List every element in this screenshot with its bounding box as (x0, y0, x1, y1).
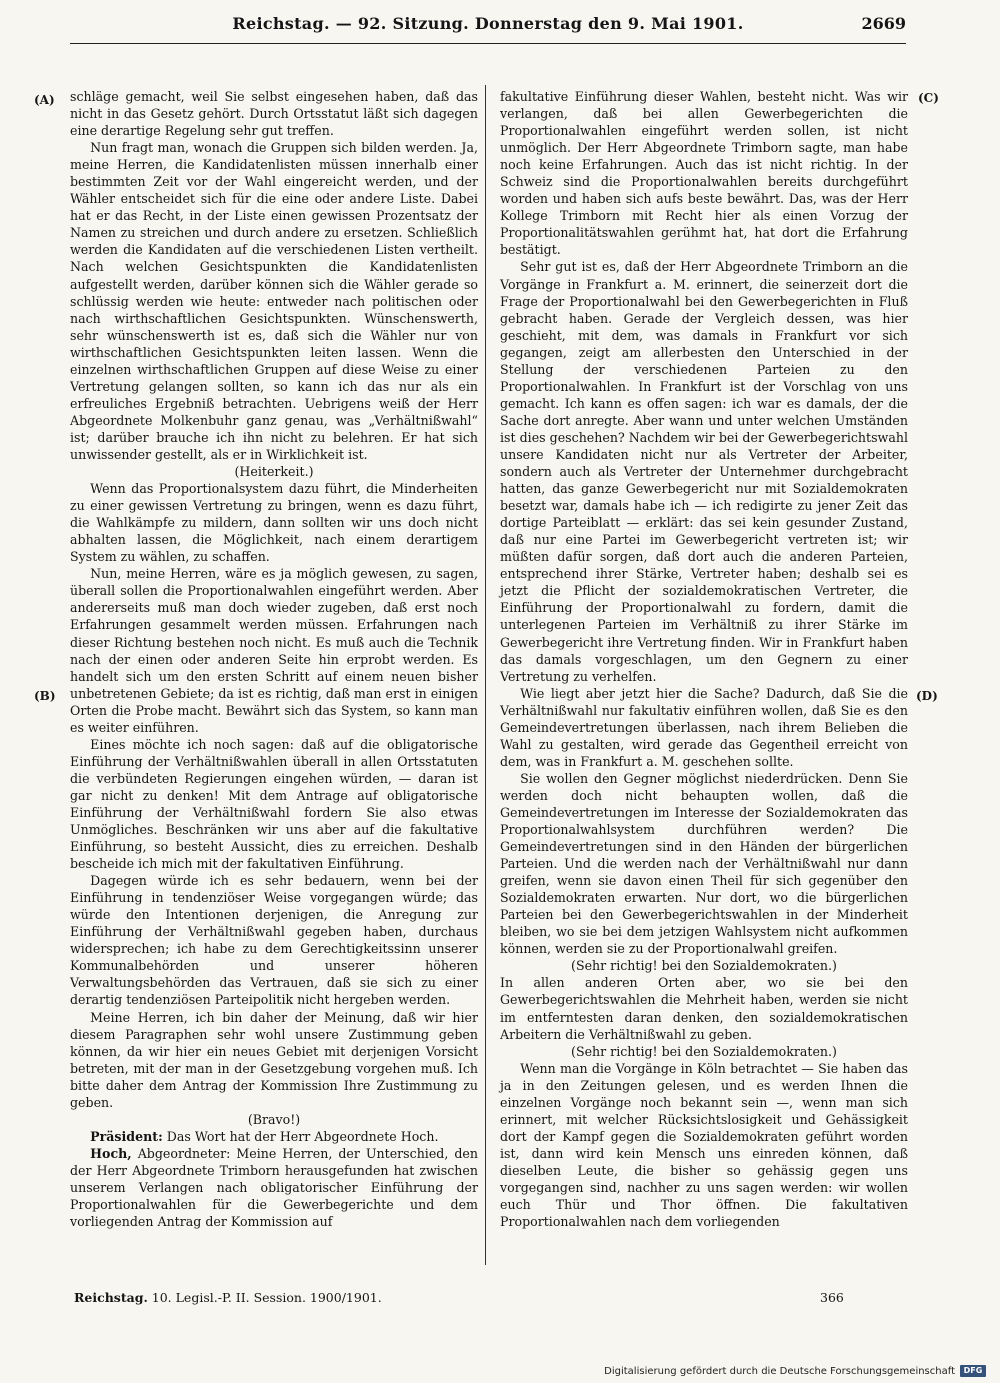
paragraph-text: fakultative Einführung dieser Wahlen, besteht nicht. Was wir verlangen, daß bei allen Gewerbegerichten die Proportionalwahlen eingeführt werden sollen, ist nicht unmöglich. Der Herr Abgeordnete Trimborn sagte, man habe noch keine Erfahrungen. Auch das ist nicht richtig. In der Schweiz sind die Proportionalwahlen bereits durchgeführt worden und haben sich aufs beste bewährt. Das, was der Herr Kollege Trimborn mit Recht hier als einen Vorzug der Proportionalitätswahlen gerühmt hat, hat dort die Erfahrung bestätigt. (500, 89, 908, 258)
paragraph-text: Wie liegt aber jetzt hier die Sache? Dadurch, daß Sie die Verhältnißwahl nur fakultativ einführen wollen, daß Sie es den Gemeindevertretungen überlassen, nach ihrem Belieben die Wahl zu gestalten, wird gerade das Gegentheil erreicht von dem, was in Frankfurt a. M. geschehen sollte. (500, 685, 908, 769)
paragraph (70, 88, 478, 139)
paragraph (70, 1009, 478, 1111)
paragraph (500, 974, 908, 1042)
speaker-name: Präsident: (90, 1128, 163, 1144)
right-column (500, 88, 908, 1230)
footer-left (74, 1290, 382, 1305)
header-rule (70, 43, 906, 44)
paragraph-text: Wenn man die Vorgänge in Köln betrachtet — Sie haben das ja in den Zeitungen gelesen, und es werden Ihnen die einzelnen Vorgänge noch bekannt sein —, wenn man sich erinnert, mit welcher Rücksichtslosigkeit und Gehässigkeit dort der Kampf gegen die Sozialdemokraten geführt worden ist, dann wird kein Mensch uns einreden können, daß dieselben Leute, die bisher so gehässig gegen uns vorgegangen sind, nachher zu uns sagen werden: wir wollen euch Thür und Thor öffnen. Die fakultativen Proportionalwahlen nach dem vorliegenden (500, 1060, 908, 1230)
left-column (70, 88, 478, 1230)
paragraph-text: schläge gemacht, weil Sie selbst eingesehen haben, daß das nicht in das Gesetz gehört. Durch Ortsstatut läßt sich dagegen eine derartige Regelung sehr gut treffen. (70, 89, 478, 139)
interjection (70, 1111, 478, 1128)
speaker-name: Hoch, (90, 1145, 132, 1161)
paragraph (70, 736, 478, 872)
paragraph-text: (Heiterkeit.) (234, 464, 314, 480)
dfg-logo-icon: DFG (960, 1365, 986, 1377)
interjection (70, 463, 478, 480)
column-separator (485, 85, 486, 1265)
paragraph-text: (Sehr richtig! bei den Sozialdemokraten.) (571, 958, 837, 974)
page-header (70, 14, 906, 40)
paragraph (500, 685, 908, 770)
paragraph-text: Sie wollen den Gegner möglichst niederdrücken. Denn Sie werden doch nicht behaupten wollen, daß die Gemeindevertretungen im Interesse der Sozialdemokraten das Proportionalwahlsystem durchführen werden? Die Gemeindevertretungen sind in den Händen der bürgerlichen Parteien. Und die werden nach der Verhältnißwahl nur dann greifen, wenn sie davon einen Theil für sich gegenüber den Sozialdemokraten erwarten. Nur dort, wo die bürgerlichen Parteien bei den Gewerbegerichtswahlen in der Minderheit bleiben, wo sie bei dem jetzigen Wahlsystem nicht aufkommen können, werden sie zu der Proportionalwahl greifen. (500, 770, 908, 957)
margin-mark-b: (B) (34, 689, 56, 703)
digitization-credit (604, 1365, 986, 1377)
paragraph-text: Nun fragt man, wonach die Gruppen sich bilden werden. Ja, meine Herren, die Kandidatenlisten müssen innerhalb einer bestimmten Zeit vor der Wahl eingereicht werden, und der Wähler entscheidet sich für die eine oder andere Liste. Dabei hat er das Recht, in der Liste einen gewissen Prozentsatz der Namen zu streichen und durch andere zu ersetzen. Schließlich werden die Kandidaten auf die verschiedenen Listen vertheilt. Nach welchen Gesichtspunkten die Kandidatenlisten aufgestellt werden, darüber können sich die Wähler gerade so schlüssig werden wie heute: entweder nach politischen oder nach wirthschaftlichen Gesichtspunkten. Wünschenswerth, sehr wünschenswerth ist es, daß sich die Wähler nur von wirthschaftlichen Gesichtspunkten leiten lassen. Wenn die einzelnen wirthschaftlichen Gruppen auf diese Weise zu einer Vertretung gelangen sollten, so kann ich das nur als ein erfreuliches Ergebniß betrachten. Uebrigens weiß der Herr Abgeordnete Molkenbuhr ganz genau, was „Verhältnißwahl“ ist; darüber brauche ich ihn nicht zu belehren. Er hat sich unwissender gestellt, als er in Wirklichkeit ist. (70, 140, 478, 462)
paragraph (500, 258, 908, 684)
header-page-number: 2669 (861, 14, 906, 33)
footer-sheet-number: 366 (820, 1290, 844, 1305)
paragraph-text: (Sehr richtig! bei den Sozialdemokraten.) (571, 1043, 837, 1059)
paragraph-text: Nun, meine Herren, wäre es ja möglich gewesen, zu sagen, überall sollen die Proportionalwahlen eingeführt werden. Aber andererseits muß man doch wieder zugeben, daß erst noch Erfahrungen gesammelt werden müssen. Erfahrungen nach dieser Richtung bestehen noch nicht. Es muß auch die Technik nach der einen oder anderen Seite hin erprobt werden. Es handelt sich um den ersten Schritt auf einem neuen bisher unbetretenen Gebiete; da ist es richtig, daß man erst in einigen Orten die Probe macht. Bewährt sich das System, so kann man es weiter einführen. (70, 566, 478, 735)
margin-mark-d: (D) (916, 689, 938, 703)
header-title: Reichstag. — 92. Sitzung. Donnerstag den 9. Mai 1901. (232, 14, 744, 33)
paragraph (70, 480, 478, 565)
footer-session: 10. Legisl.-P. II. Session. 1900/1901. (151, 1290, 382, 1305)
margin-mark-a: (A) (34, 93, 55, 107)
paragraph-text: Sehr gut ist es, daß der Herr Abgeordnete Trimborn an die Vorgänge in Frankfurt a. M. erinnert, die seinerzeit dort die Frage der Proportionalwahl bei den Gewerbegerichten in Fluß gebracht haben. Gerade der Vergleich dessen, was hier geschieht, mit dem, was damals in Frankfurt vor sich gegangen, zeigt am allerbesten den Unterschied in der Stellung der verschiedenen Parteien zu den Proportionalwahlen. In Frankfurt ist der Vorschlag von uns gemacht. Ich kann es offen sagen: ich war es damals, der die Sache dort anregte. Aber wann und unter welchen Umständen ist dies geschehen? Nachdem wir bei der Gewerbegerichtswahl unsere Kandidaten nicht nur als Vertreter der Arbeiter, sondern auch als Vertreter der Unternehmer durchgebracht hatten, das ganze Gewerbegericht nur mit Sozialdemokraten besetzt war, damals habe ich — ich redigirte zu jener Zeit das dortige Parteiblatt — erklärt: das sei kein gesunder Zustand, daß nur eine Partei im Gewerbegericht vertreten ist; wir müßten dafür sorgen, daß dort auch die anderen Parteien, entsprechend ihrer Stärke, Vertreter haben; deshalb sei es jetzt die Pflicht der sozialdemokratischen Vertreter, die Einführung der Proportionalwahl zu fordern, damit die unterlegenen Parteien im Verhältniß zu ihrer Stärke im Gewerbegericht ihre Vertretung finden. Wir in Frankfurt haben das damals vorgeschlagen, um den Gegnern zu einer Vertretung zu verhelfen. (500, 259, 908, 684)
interjection (500, 957, 908, 974)
paragraph-text: Das Wort hat der Herr Abgeordnete Hoch. (166, 1128, 439, 1144)
footer-publication: Reichstag. (74, 1290, 148, 1305)
paragraph (70, 872, 478, 1008)
credit-text: Digitalisierung gefördert durch die Deutsche Forschungsgemeinschaft (604, 1365, 955, 1377)
paragraph (70, 1128, 478, 1145)
paragraph (500, 88, 908, 258)
paragraph (500, 1060, 908, 1230)
paragraph (70, 565, 478, 735)
paragraph-text: Dagegen würde ich es sehr bedauern, wenn bei der Einführung in tendenziöser Weise vorgegangen würde; das würde den Intentionen derjenigen, die Anregung zur Einführung der Verhältnißwahl gegeben haben, durchaus widersprechen; ich habe zu dem Gerechtigkeitssinn unserer Kommunalbehörden und unserer höheren Verwaltungsbehörden das Vertrauen, daß sie sich zu einer derartig tendenziösen Parteipolitik nicht hergeben werden. (70, 873, 478, 1008)
paragraph (70, 139, 478, 463)
paragraph-text: Eines möchte ich noch sagen: daß auf die obligatorische Einführung der Verhältnißwahlen überall in allen Ortsstatuten die verbündeten Regierungen eingehen würden, — daran ist gar nicht zu denken! Mit dem Antrage auf obligatorische Einführung der Verhältnißwahl fordern Sie also etwas Unmögliches. Beschränken wir uns aber auf die fakultative Einführung, so besteht Aussicht, dies zu erreichen. Deshalb bescheide ich mich mit der fakultativen Einführung. (70, 736, 478, 872)
paragraph-text: Wenn das Proportionalsystem dazu führt, die Minderheiten zu einer gewissen Vertretung zu bringen, wenn es dazu führt, die Wahlkämpfe zu mildern, dann sollten wir uns doch nicht abhalten lassen, die Möglichkeit, nach einem derartigem System zu wählen, zu schaffen. (70, 481, 478, 565)
paragraph (70, 1145, 478, 1230)
paragraph-text: Meine Herren, ich bin daher der Meinung, daß wir hier diesem Paragraphen sehr wohl unsere Zustimmung geben können, da wir hier ein neues Gebiet mit derjenigen Vorsicht betreten, mit der man in der Gesetzgebung vorgehen muß. Ich bitte daher dem Antrag der Kommission Ihre Zustimmung zu geben. (70, 1009, 478, 1110)
paragraph-text: In allen anderen Orten aber, wo sie bei den Gewerbegerichtswahlen die Mehrheit haben, werden sie nicht im entferntesten daran denken, den sozialdemokratischen Arbeitern die Verhältnißwahl zu geben. (500, 975, 908, 1042)
margin-mark-c: (C) (918, 91, 939, 105)
interjection (500, 1043, 908, 1060)
paragraph (500, 770, 908, 958)
paragraph-text: Abgeordneter: Meine Herren, der Unterschied, den der Herr Abgeordnete Trimborn herausgefunden hat zwischen unserem Verlangen nach obligatorischer Einführung der Proportionalwahlen für die Gewerbegerichte und dem vorliegenden Antrag der Kommission auf (70, 1145, 478, 1230)
paragraph-text: (Bravo!) (247, 1111, 301, 1127)
